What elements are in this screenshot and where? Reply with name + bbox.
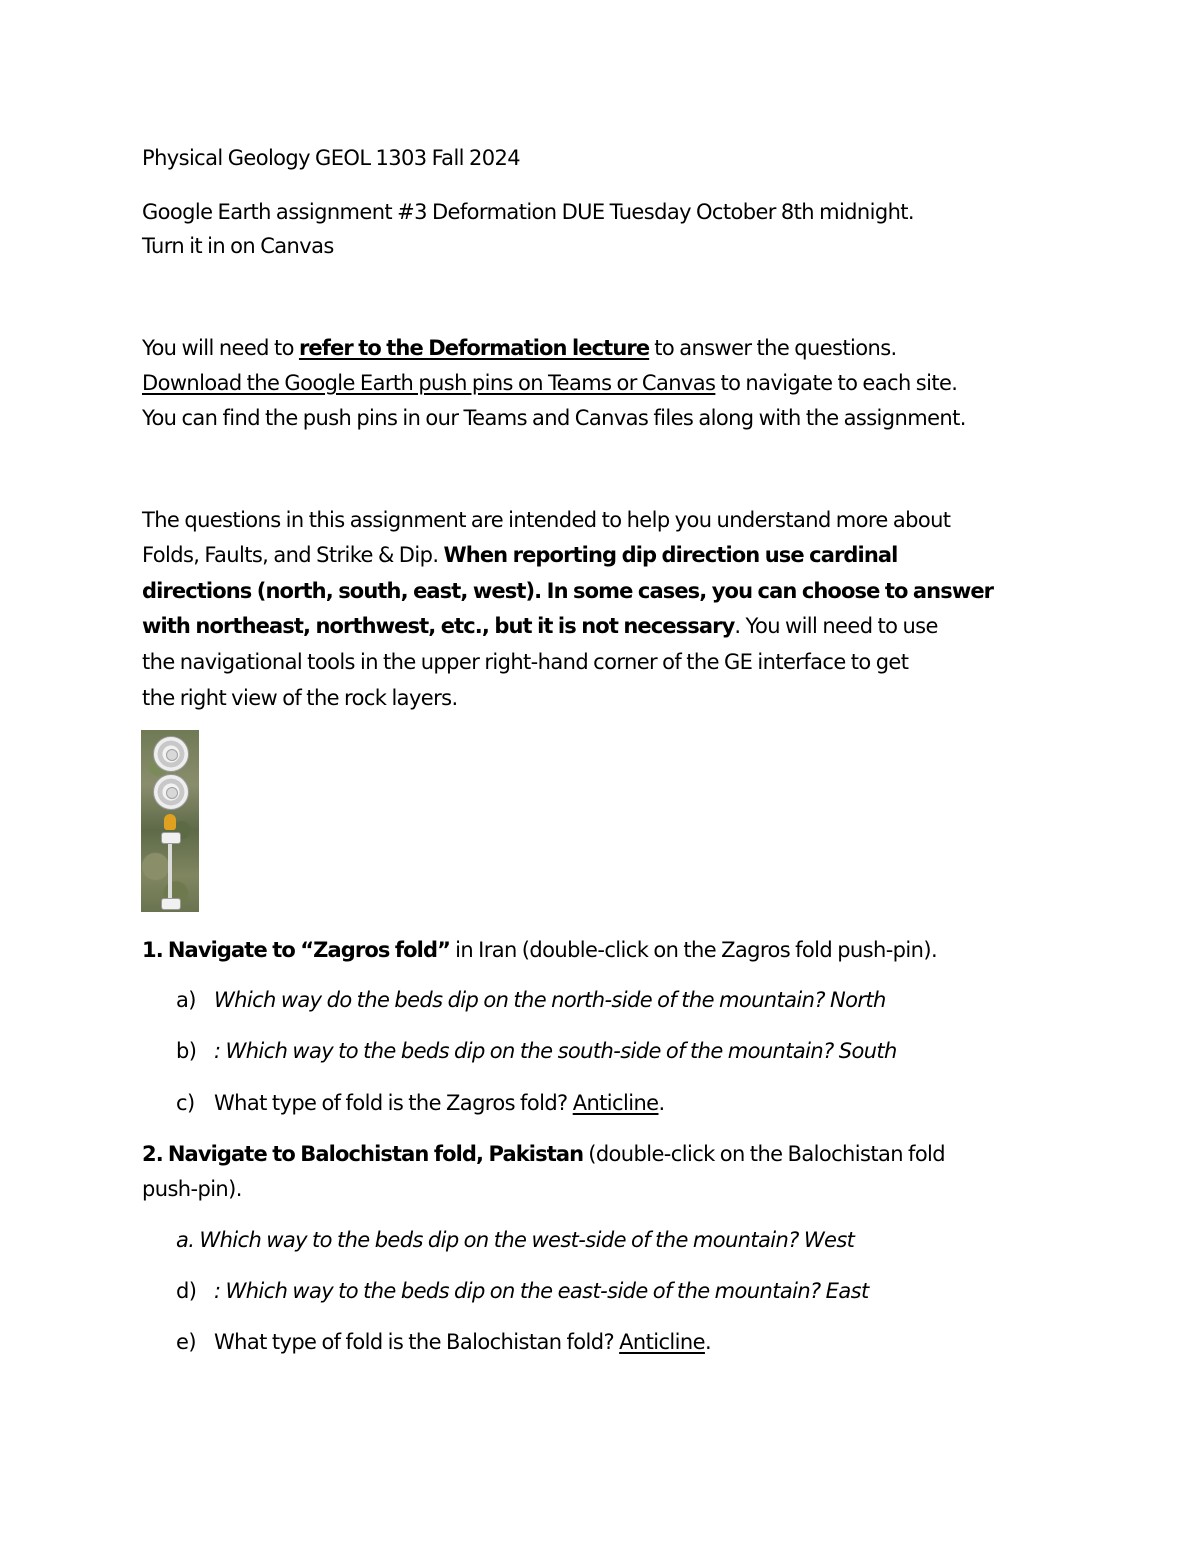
google-earth-navigation-controls-image	[141, 730, 199, 912]
intro-line-2	[142, 541, 897, 569]
instructions-line-2	[142, 369, 957, 397]
question-2d-label: d)	[176, 1279, 197, 1303]
question-1c	[176, 1089, 665, 1117]
question-2-heading-post: (double-click on the Balochistan fold	[583, 1142, 946, 1166]
question-2e-label: e)	[176, 1330, 196, 1354]
intro-line-2-pre: Folds, Faults, and Strike & Dip.	[142, 543, 444, 567]
intro-line-6: the right view of the rock layers.	[142, 686, 458, 710]
look-joystick-icon	[153, 736, 189, 772]
intro-line-3: directions (north, south, east, west). In some cases, you can choose to answer	[142, 579, 994, 603]
question-2e-answer: Anticline	[619, 1330, 705, 1354]
question-2d-text: : Which way to the beds dip on the east-side of the mountain? East	[214, 1279, 869, 1303]
intro-line-5: the navigational tools in the upper right-hand corner of the GE interface to get	[142, 650, 909, 674]
zoom-in-icon	[161, 832, 181, 844]
question-2e	[176, 1328, 711, 1356]
intro-line-4-post: . You will need to use	[734, 614, 938, 638]
question-1-heading-post: in Iran (double-click on the Zagros fold push-pin).	[450, 938, 938, 962]
question-1a	[176, 986, 886, 1014]
course-title: Physical Geology GEOL 1303 Fall 2024	[142, 146, 521, 170]
instructions-line-2-post: to navigate to each site.	[715, 371, 958, 395]
question-1-heading: Navigate to “Zagros fold”	[167, 938, 451, 962]
question-1c-period: .	[658, 1091, 665, 1115]
intro-line-4-bold: with northeast, northwest, etc., but it is not necessary	[142, 614, 735, 638]
question-1c-label: c)	[176, 1091, 195, 1115]
question-2e-text: What type of fold is the Balochistan fold?	[214, 1330, 620, 1354]
street-view-pegman-icon	[164, 814, 176, 830]
question-2e-period: .	[704, 1330, 712, 1354]
question-1-title	[142, 936, 937, 964]
intro-line-2-bold: When reporting dip direction use cardinal	[443, 543, 898, 567]
question-2a: a. Which way to the beds dip on the west-side of the mountain? West	[176, 1228, 855, 1252]
assignment-title: Google Earth assignment #3 Deformation DUE Tuesday October 8th midnight.	[142, 200, 914, 224]
deformation-lecture-reference: refer to the Deformation lecture	[298, 336, 650, 360]
question-2-title	[142, 1140, 945, 1168]
question-1b-text: : Which way to the beds dip on the south-side of the mountain? South	[214, 1039, 897, 1063]
question-1a-text: Which way do the beds dip on the north-side of the mountain? North	[214, 988, 886, 1012]
move-joystick-icon	[153, 774, 189, 810]
question-1c-answer: Anticline	[572, 1091, 659, 1115]
question-2-number: 2.	[142, 1142, 163, 1166]
question-1-number: 1.	[142, 938, 163, 962]
turn-in-note: Turn it in on Canvas	[142, 234, 334, 258]
question-2d	[176, 1277, 869, 1305]
zoom-slider-icon	[168, 838, 172, 904]
zoom-out-icon	[161, 898, 181, 910]
question-1c-text: What type of fold is the Zagros fold?	[214, 1091, 573, 1115]
instructions-line-1	[142, 334, 897, 362]
download-push-pins-link[interactable]: Download the Google Earth push pins on Teams or Canvas	[142, 371, 716, 395]
instructions-line-1-post: to answer the questions.	[649, 336, 897, 360]
instructions-line-1-pre: You will need to	[142, 336, 299, 360]
intro-line-4	[142, 612, 938, 640]
question-1a-label: a)	[176, 988, 196, 1012]
question-1b-label: b)	[176, 1039, 197, 1063]
question-2-title-continued: push-pin).	[142, 1177, 242, 1201]
intro-line-1: The questions in this assignment are intended to help you understand more about	[142, 508, 951, 532]
question-2-heading: Navigate to Balochistan fold, Pakistan	[167, 1142, 584, 1166]
instructions-line-3: You can find the push pins in our Teams and Canvas files along with the assignment.	[142, 406, 966, 430]
question-1b	[176, 1037, 897, 1065]
